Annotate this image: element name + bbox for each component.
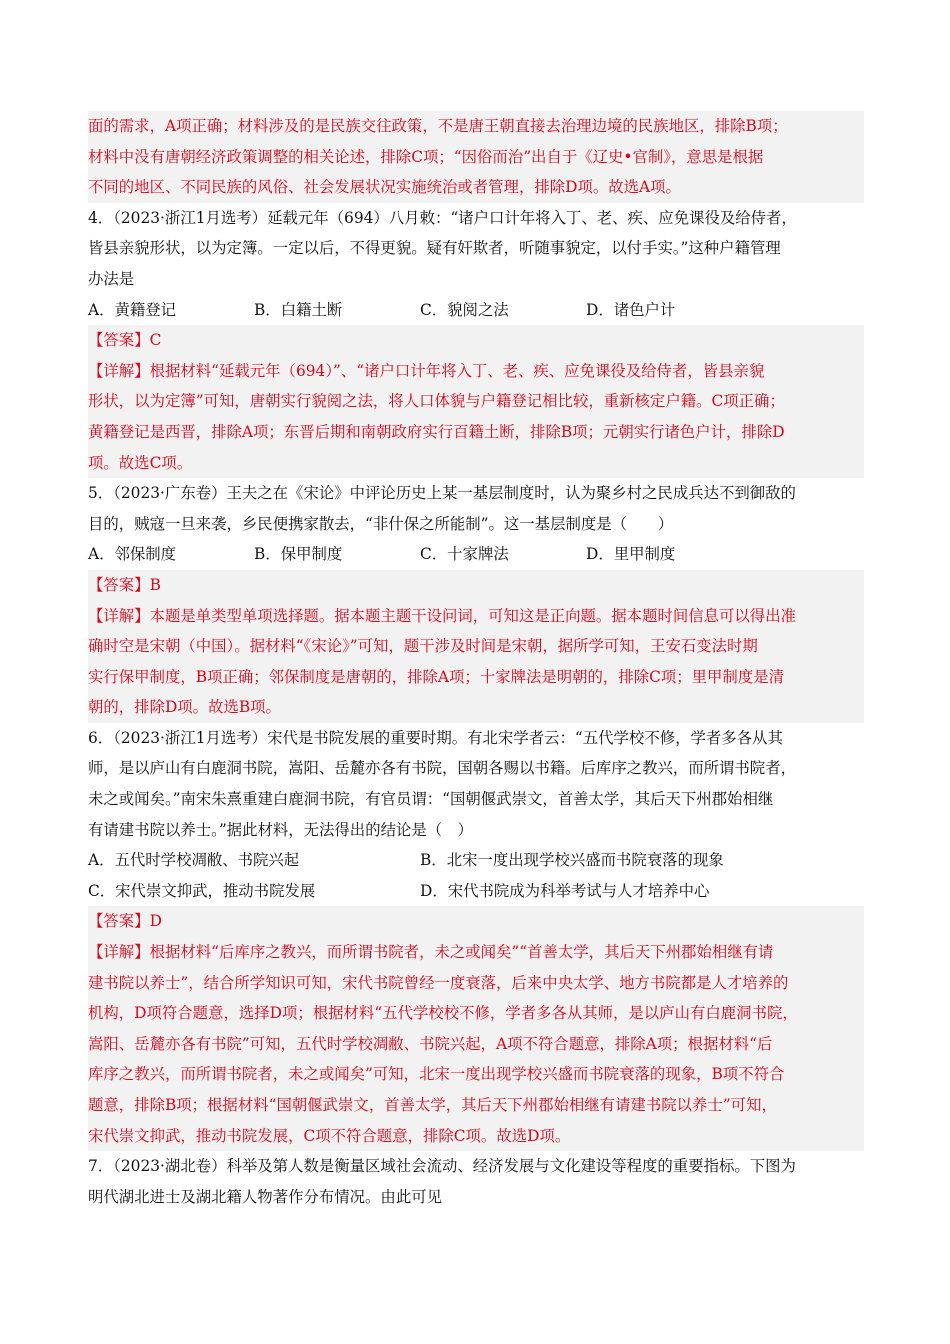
question-stem-line: 5．（2023·广东卷）王夫之在《宋论》中评论历史上某一基层制度时，认为聚乡村之民成兵达不到御敌的 xyxy=(88,484,796,503)
detail-line: 不同的地区、不同民族的风俗、社会发展状况实施统治或者管理，排除D项。故选A项。 xyxy=(88,172,864,203)
question-stem-line: 4．（2023·浙江1月选考）延载元年（694）八月敕：“诸户口计年将入丁、老、疾、应免课役及给侍者， xyxy=(88,208,797,227)
detail-line: 【详解】本题是单类型单项选择题。据本题主题干设问词，可知这是正向题。据本题时间信息可以得出准 xyxy=(88,601,864,632)
page-content xyxy=(88,111,864,1212)
detail-line: 【详解】根据材料“后库序之教兴，而所谓书院者，未之或闻矣”“首善太学，其后天下州郡始相继有请 xyxy=(88,937,864,968)
question-stem-line: 7．（2023·湖北卷）科举及第人数是衡量区域社会流动、经济发展与文化建设等程度的重要指标。下图为 xyxy=(88,1157,796,1176)
question-5 xyxy=(88,478,864,723)
option-c: C．十家牌法 xyxy=(420,545,509,564)
question-6 xyxy=(88,723,864,1151)
question-options xyxy=(88,295,864,326)
question-stem-line: 皆县亲貌形状，以为定簿。一定以后，不得更貌。疑有奸欺者，听随事貌定，以付手实。”这种户籍管理 xyxy=(88,239,781,258)
question-stem-line: 办法是 xyxy=(88,269,135,288)
question-stem-line: 6．（2023·浙江1月选考）宋代是书院发展的重要时期。有北宋学者云：“五代学校不修，学者多各从其 xyxy=(88,728,783,747)
option-b: B．白籍土断 xyxy=(254,300,343,319)
option-a: A．邻保制度 xyxy=(88,545,177,564)
detail-line: 题意，排除B项；根据材料“国朝偃武崇文，首善太学，其后天下州郡始相继有请建书院以养士”可知， xyxy=(88,1090,864,1121)
detail-line: 嵩阳、岳麓亦各有书院”可知，五代时学校凋敝、书院兴起，A项不符合题意，排除A项；根据材料“后 xyxy=(88,1029,864,1060)
question-stem-line: 明代湖北进士及湖北籍人物著作分布情况。由此可见 xyxy=(88,1187,442,1206)
option-a: A．黄籍登记 xyxy=(88,300,177,319)
detail-line: 库序之教兴，而所谓书院者，未之或闻矣”可知，北宋一度出现学校兴盛而书院衰落的现象，B项不符合 xyxy=(88,1059,864,1090)
option-a: A．五代时学校凋敝、书院兴起 xyxy=(88,851,300,870)
detail-line: 面的需求，A项正确；材料涉及的是民族交往政策，不是唐王朝直接去治理边境的民族地区，排除B项； xyxy=(88,111,864,142)
option-b: B．北宋一度出现学校兴盛而书院衰落的现象 xyxy=(420,851,724,870)
detail-line: 形状，以为定簿”可知，唐朝实行貌阅之法，将人口体貌与户籍登记相比较，重新核定户籍。C项正确； xyxy=(88,386,864,417)
option-b: B．保甲制度 xyxy=(254,545,343,564)
question-stem-line: 目的，贼寇一旦来袭，乡民便携家散去，“非什保之所能制”。这一基层制度是（ ） xyxy=(88,514,674,533)
detail-line: 机构，D项符合题意，选择D项；根据材料“五代学校校不修，学者多各从其师，是以庐山有白鹿洞书院， xyxy=(88,998,864,1029)
detail-line: 建书院以养士”，结合所学知识可知，宋代书院曾经一度衰落，后来中央太学、地方书院都是人才培养的 xyxy=(88,968,864,999)
option-c: C．宋代崇文抑武，推动书院发展 xyxy=(88,881,316,900)
prev-question-detail xyxy=(88,111,864,203)
question-7 xyxy=(88,1151,864,1212)
question-options xyxy=(88,845,864,876)
detail-line: 【详解】根据材料“延载元年（694）”、“诸户口计年将入丁、老、疾、应免课役及给侍者，皆县亲貌 xyxy=(88,356,864,387)
answer-line: 【答案】B xyxy=(88,570,864,601)
question-options xyxy=(88,876,864,907)
option-d: D．宋代书院成为科举考试与人才培养中心 xyxy=(420,881,710,900)
detail-line: 宋代崇文抑武，推动书院发展，C项不符合题意，排除C项。故选D项。 xyxy=(88,1121,864,1152)
option-d: D．诸色户计 xyxy=(586,300,676,319)
answer-line: 【答案】C xyxy=(88,325,864,356)
detail-line: 确时空是宋朝（中国）。据材料“《宋论》”可知，题干涉及时间是宋朝，据所学可知，王安石变法时期 xyxy=(88,631,864,662)
answer-line: 【答案】D xyxy=(88,906,864,937)
option-d: D．里甲制度 xyxy=(586,545,676,564)
question-stem-line: 师，是以庐山有白鹿洞书院，嵩阳、岳麓亦各有书院，国朝各赐以书籍。后库序之教兴，而所谓书院者， xyxy=(88,759,796,778)
detail-line: 实行保甲制度，B项正确；邻保制度是唐朝的，排除A项；十家牌法是明朝的，排除C项；里甲制度是清 xyxy=(88,662,864,693)
question-options xyxy=(88,539,864,570)
detail-line: 朝的，排除D项。故选B项。 xyxy=(88,692,864,723)
question-4 xyxy=(88,203,864,478)
detail-line: 黄籍登记是西晋，排除A项；东晋后期和南朝政府实行百籍土断，排除B项；元朝实行诸色户计，排除D xyxy=(88,417,864,448)
detail-line: 项。故选C项。 xyxy=(88,448,864,479)
question-stem-line: 未之或闻矣。”南宋朱熹重建白鹿洞书院，有官员谓：“国朝偃武崇文，首善太学，其后天下州郡始相继 xyxy=(88,790,774,809)
option-c: C．貌阅之法 xyxy=(420,300,509,319)
detail-line: 材料中没有唐朝经济政策调整的相关论述，排除C项；“因俗而治”出自于《辽史•官制》，意思是根据 xyxy=(88,142,864,173)
question-stem-line: 有请建书院以养士。”据此材料，无法得出的结论是（ ） xyxy=(88,820,473,839)
